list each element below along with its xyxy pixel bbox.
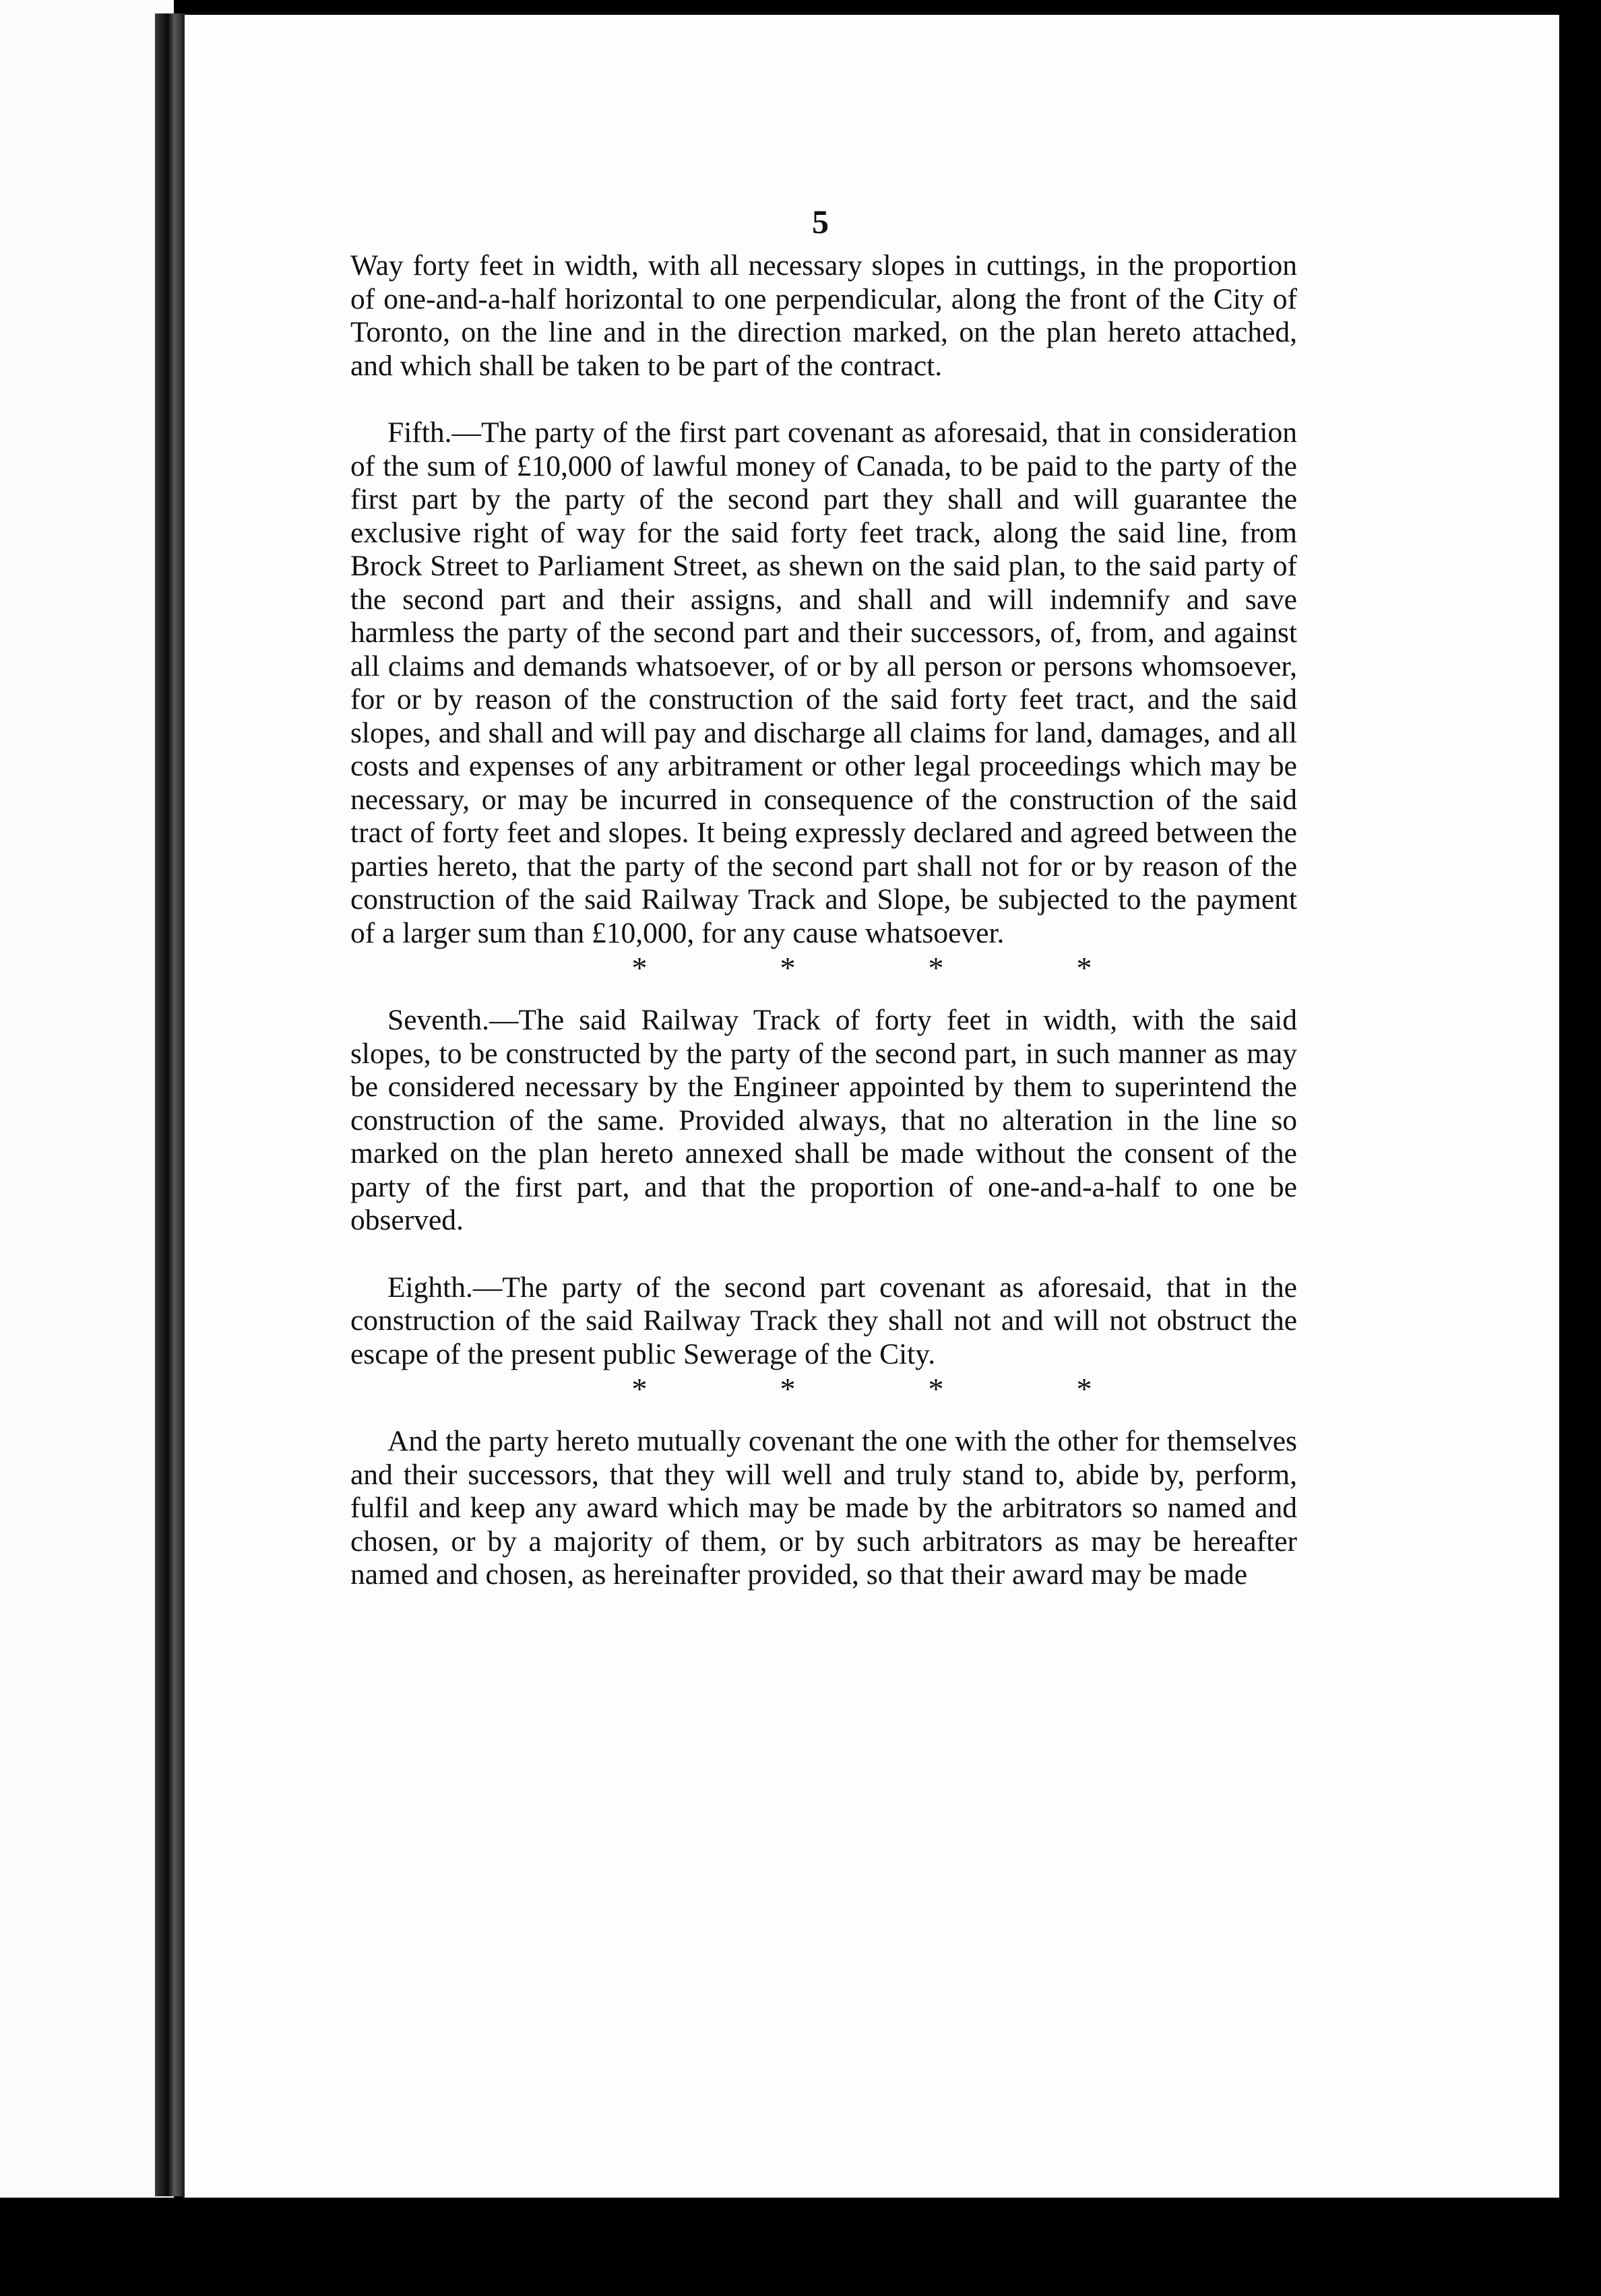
asterisk: * (1076, 951, 1092, 985)
paragraph-closing: And the party hereto mutually covenant the one with the other for themselves and their successors, that they will well and truly stand to, abide by, perform, fulfil and keep any award which may be made by the arbitrators so named and chosen, or by a majority of them, or by such arbitrators as may be hereafter named and chosen, as hereinafter provided, so that their award may be made (350, 1425, 1297, 1591)
scan-border-bottom (0, 2198, 1601, 2296)
page-body (350, 249, 1297, 1592)
asterisk: * (928, 1372, 944, 1406)
asterisk: * (780, 951, 796, 985)
paragraph-fifth: Fifth.—The party of the first part covenant as aforesaid, that in consideration of the sum of £10,000 of lawful money of Canada, to be paid to the party of the first part by the party of the second part they shall and will guarantee the exclusive right of way for the said forty feet track, along the said line, from Brock Street to Parliament Street, as shewn on the said plan, to the said party of the second part and their assigns, and shall and will indemnify and save harmless the party of the second part and their successors, of, from, and against all claims and demands whatsoever, of or by all person or persons whomsoever, for or by reason of the construction of the said forty feet tract, and the said slopes, and shall and will pay and discharge all claims for land, damages, and all costs and expenses of any arbitrament or other legal proceedings which may be necessary, or may be incurred in consequence of the construction of the said tract of forty feet and slopes. It being expressly declared and agreed between the parties hereto, that the party of the second part shall not for or by reason of the construction of the said Railway Track and Slope, be subjected to the payment of a larger sum than £10,000, for any cause whatsoever. (350, 416, 1297, 949)
asterisk: * (631, 1372, 648, 1406)
paragraph-continuation: Way forty feet in width, with all necessary slopes in cuttings, in the proportion of one-and-a-half horizontal to one perpendicular, along the front of the City of Toronto, on the line and in the direction marked, on the plan hereto attached, and which shall be taken to be part of the contract. (350, 249, 1297, 382)
left-page-fragment (0, 0, 174, 2296)
paragraph-gap (350, 1238, 1297, 1271)
asterisk: * (631, 951, 648, 985)
asterisk: * (780, 1372, 796, 1406)
section-separator (350, 1371, 1297, 1407)
paragraph-gap (350, 383, 1297, 416)
section-separator (350, 950, 1297, 986)
paragraph-eighth: Eighth.—The party of the second part covenant as aforesaid, that in the construction of the said Railway Track they shall not and will not obstruct the escape of the present public Sewerage of the City. (350, 1271, 1297, 1370)
asterisk: * (928, 951, 944, 985)
paragraph-seventh: Seventh.—The said Railway Track of forty feet in width, with the said slopes, to be constructed by the party of the second part, in such manner as may be considered necessary by the Engineer appointed by them to superintend the construction of the same. Provided always, that no alteration in the line so marked on the plan hereto annexed shall be made without the consent of the party of the first part, and that the proportion of one-and-a-half to one be observed. (350, 1004, 1297, 1236)
asterisk: * (1076, 1372, 1092, 1406)
page-number: 5 (812, 203, 829, 241)
